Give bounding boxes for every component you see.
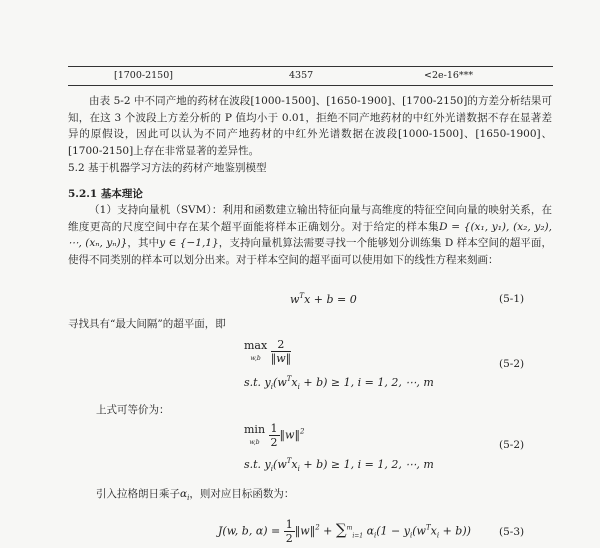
paragraph-max-margin: 寻找具有“最大间隔”的超平面，即 — [68, 318, 226, 330]
section-heading-5-2: 5.2 基于机器学习方法的药材产地鉴别模型 — [68, 162, 267, 174]
equation-hyperplane: $w^Tx + b = 0$ — [290, 292, 357, 306]
sample-set-formula: D = {(x₁, y₁), (x₂, y₂), ⋯, (xₙ, yₙ)} — [68, 220, 552, 250]
equation-number-5-2a: (5-2) — [499, 358, 525, 370]
equation-constraint-1: s.t. $y_i(w^Tx_i + b) \ge 1$, i = 1, 2, ⋯, m — [244, 375, 434, 391]
label-set-formula: y ∈ {−1,1} — [159, 237, 219, 250]
table-cell-sum-squares: 4357 — [289, 70, 314, 81]
section-heading-5-2-1: 5.2.1 基本理论 — [68, 188, 143, 200]
equation-min-norm: min w,b $\frac{1}{2}$ ‖w‖$^2$ — [244, 422, 305, 449]
table-last-row — [68, 66, 553, 86]
equation-constraint-2: s.t. $y_i(w^Tx_i + b) \ge 1$, i = 1, 2, ⋯, m — [244, 457, 434, 473]
paragraph-equivalent: 上式可等价为： — [96, 404, 170, 416]
table-cell-p-value: <2e-16*** — [424, 70, 474, 81]
paragraph-anova-result: 由表 5-2 中不同产地的药材在波段[1000-1500]、[1650-1900]、[1700-2150]的方差分析结果可知，在这 3 个波段上方差分析的 P 值均小于 0.01，拒绝不同产地药材的中红外光谱数据不存在显著差异的原假设，因此可以认为不同产地药材的中红外光谱数据在波段[1000-1500]、[1650-1900]、[1700-2150]上存在非常显著的差异性。 — [68, 95, 552, 157]
lagrange-alpha: $\alpha_i$ — [180, 488, 190, 502]
equation-max-margin: max w,b $\frac{2}{‖w‖}$ — [244, 338, 292, 365]
paragraph-svm-intro — [68, 202, 552, 268]
equation-lagrangian: J(w, b, α) = $\frac{1}{2}$ ‖w‖$^2$ + ∑$^m_{i=1}$ $\alpha_i(1 - y_i(w^Tx_i + b))$ — [218, 518, 471, 545]
svm-intro-text-a: （1）支持向量机（SVM）：利用和函数建立输出特征向量与高维度的特征空间向量的映射关系，在维度更高的尺度空间中存在某个超平面能将样本正确划分。对于给定的样本集 — [68, 204, 552, 233]
lagrange-text-a: 引入拉格朗日乘子 — [96, 488, 180, 500]
lagrange-text-b: ，则对应目标函数为： — [189, 488, 295, 500]
equation-number-5-1: (5-1) — [499, 293, 525, 305]
equation-number-5-2b: (5-2) — [499, 439, 525, 451]
table-cell-range: [1700-2150] — [114, 70, 173, 81]
svm-intro-text-b: ，其中 — [127, 237, 160, 250]
paragraph-lagrange — [96, 486, 552, 507]
equation-number-5-3: (5-3) — [499, 526, 525, 538]
svm-intro-text-c: ，支持向量机算法需要寻找一个能够划分训练集 D 样本空间的超平面，使得不同类别的样本可以划分出来。对于样本空间的超平面可以使用如下的线性方程来刻画： — [68, 237, 552, 266]
